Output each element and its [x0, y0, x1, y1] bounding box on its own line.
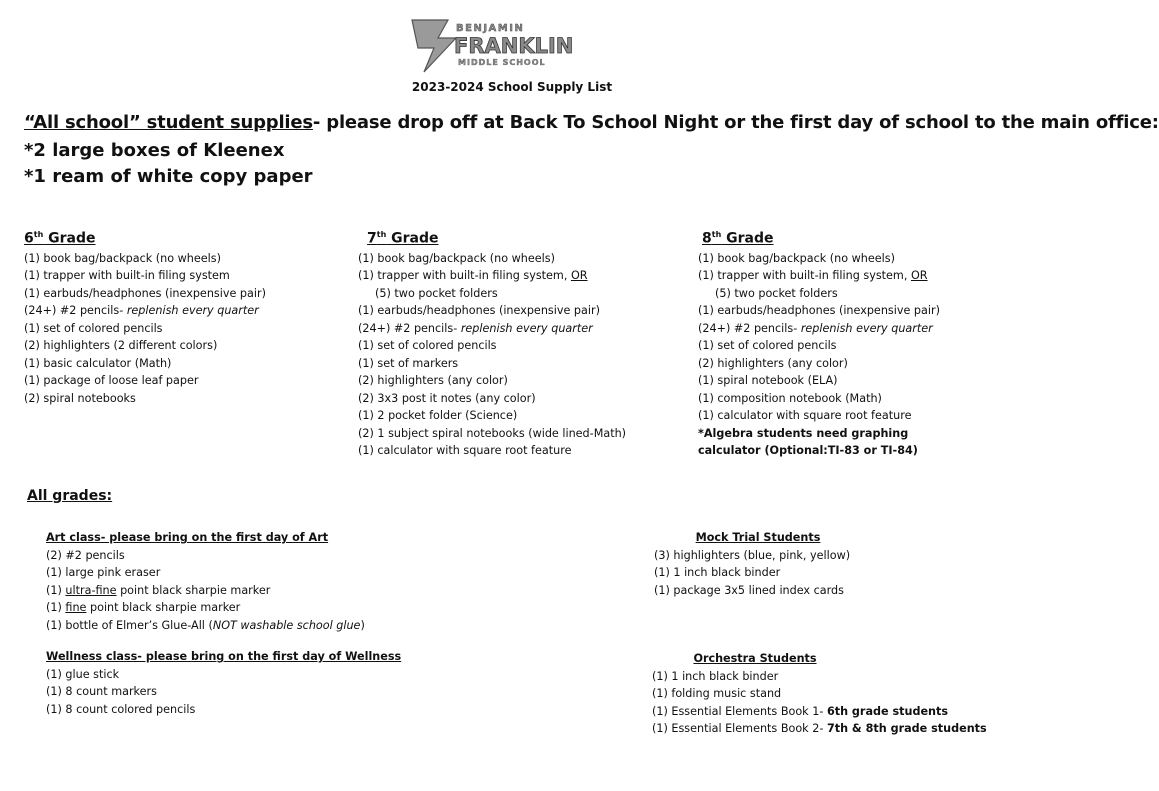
list-item [24, 302, 266, 320]
grade-8-column [698, 226, 940, 460]
page-title: 2023-2024 School Supply List [411, 80, 613, 94]
list-item: (1) composition notebook (Math) [698, 391, 882, 405]
list-item: (2) 3x3 post it notes (any color) [358, 391, 536, 405]
orchestra-section [652, 650, 987, 738]
list-item: (3) highlighters (blue, pink, yellow) [654, 548, 851, 562]
grade-6-heading-text: Grade [43, 230, 96, 247]
list-item: (2) #2 pencils [46, 548, 125, 562]
list-item-text: (24+) #2 pencils- [358, 321, 458, 335]
list-item: (1) earbuds/headphones (inexpensive pair) [698, 304, 940, 318]
list-item-text: (1) trapper with built-in filing system, [358, 269, 571, 283]
list-item-text: (1) [46, 583, 66, 597]
list-item-emphasis: 7th & 8th grade students [826, 722, 987, 735]
grade-7-column [358, 226, 626, 460]
list-item [698, 267, 940, 285]
list-item: (5) two pocket folders [375, 286, 498, 300]
list-item-text: ) [360, 618, 365, 632]
grade-7-heading-suffix: th [376, 230, 387, 239]
all-school-heading-instruction: - please drop off at Back To School Night or the first day of school to the main office: [312, 112, 1159, 133]
list-item: (1) calculator with square root feature [698, 409, 912, 423]
list-item: (2) 1 subject spiral notebooks (wide lined-Math) [358, 426, 627, 440]
list-item: (1) book bag/backpack (no wheels) [698, 251, 895, 265]
list-item-emphasis: fine [65, 601, 87, 614]
list-item: (1) earbuds/headphones (inexpensive pair) [24, 286, 266, 300]
list-item: (1) set of colored pencils [358, 339, 497, 353]
list-item: (1) set of colored pencils [24, 321, 163, 335]
svg-text:BENJAMIN: BENJAMIN [456, 23, 525, 34]
list-item: (1) package 3x5 lined index cards [654, 583, 844, 597]
list-item [652, 720, 987, 738]
list-item: (1) book bag/backpack (no wheels) [358, 251, 555, 265]
list-item [358, 320, 626, 338]
or-label: OR [910, 269, 928, 283]
list-item: (1) 2 pocket folder (Science) [358, 409, 518, 423]
list-item: (1) trapper with built-in filing system [24, 269, 230, 283]
all-school-item: *2 large boxes of Kleenex [24, 140, 285, 161]
list-item-emphasis: 6th grade students [826, 704, 949, 718]
list-item: (2) spiral notebooks [24, 391, 136, 405]
list-item: (2) highlighters (any color) [358, 374, 508, 388]
grade-8-heading [698, 226, 940, 248]
mock-trial-heading: Mock Trial Students [695, 531, 821, 544]
list-item: (1) large pink eraser [46, 566, 161, 579]
list-item: (1) book bag/backpack (no wheels) [24, 251, 221, 265]
list-item [358, 267, 626, 285]
wellness-class-section [46, 648, 401, 718]
list-item: (1) 1 inch black binder [654, 566, 781, 579]
list-item [698, 320, 940, 338]
lightning-bolt-logo-icon [408, 18, 574, 74]
list-item-emphasis: ultra-fine [65, 583, 117, 597]
list-item-text: (1) [46, 601, 66, 614]
list-item: (1) 8 count markers [46, 685, 157, 698]
grade-7-heading-number: 7 [367, 230, 377, 247]
grade-6-heading [24, 226, 266, 248]
list-item: (1) glue stick [46, 667, 120, 681]
list-item-text: (24+) #2 pencils- [698, 321, 798, 335]
list-item: (1) spiral notebook (ELA) [698, 374, 838, 388]
art-class-section [46, 529, 365, 634]
replenish-note: replenish every quarter [123, 304, 259, 318]
list-item-text: (1) Essential Elements Book 2- [652, 722, 827, 735]
list-item: (2) highlighters (2 different colors) [24, 339, 218, 353]
algebra-note: calculator (Optional:TI-83 or TI-84) [698, 444, 918, 458]
replenish-note: replenish every quarter [457, 321, 593, 335]
school-logo [408, 18, 574, 74]
list-item: (2) highlighters (any color) [698, 356, 848, 370]
grade-6-column [24, 226, 266, 407]
all-grades-heading: All grades: [27, 488, 113, 504]
list-item: (1) 1 inch black binder [652, 669, 779, 683]
list-item [46, 582, 365, 600]
list-item [46, 599, 365, 617]
grade-8-heading-suffix: th [711, 230, 722, 239]
list-item: (1) earbuds/headphones (inexpensive pair) [358, 304, 600, 318]
list-item: (5) two pocket folders [715, 286, 838, 300]
list-item-text: point black sharpie marker [86, 601, 241, 614]
algebra-note: *Algebra students need graphing [698, 426, 909, 440]
wellness-class-heading: Wellness class- please bring on the first day of Wellness [46, 650, 402, 663]
grade-6-heading-suffix: th [33, 230, 44, 239]
svg-text:FRANKLIN: FRANKLIN [454, 34, 574, 58]
grade-8-heading-number: 8 [702, 230, 712, 247]
art-class-heading: Art class- please bring on the first day of Art [46, 531, 329, 544]
list-item-text: (1) trapper with built-in filing system, [698, 269, 911, 283]
grade-6-heading-number: 6 [24, 230, 34, 247]
list-item-text: (1) bottle of Elmer’s Glue-All ( [46, 618, 213, 632]
list-item-text: point black sharpie marker [116, 583, 271, 597]
list-item [652, 703, 987, 721]
list-item: (1) folding music stand [652, 687, 782, 700]
list-item [46, 617, 365, 635]
list-item: (1) 8 count colored pencils [46, 702, 196, 716]
or-label: OR [570, 269, 588, 283]
all-school-heading-label: “All school” student supplies [24, 112, 313, 133]
list-item: (1) set of colored pencils [698, 339, 837, 353]
grade-7-heading-text: Grade [386, 230, 439, 247]
svg-text:MIDDLE SCHOOL: MIDDLE SCHOOL [458, 58, 546, 67]
list-item-text: (1) Essential Elements Book 1- [652, 704, 827, 718]
list-item: (1) set of markers [358, 356, 459, 370]
all-school-item: *1 ream of white copy paper [24, 166, 313, 187]
list-item: (1) package of loose leaf paper [24, 374, 199, 388]
grade-7-heading [358, 226, 626, 248]
list-item: (1) basic calculator (Math) [24, 356, 172, 370]
replenish-note: replenish every quarter [797, 321, 933, 335]
mock-trial-section [654, 529, 862, 599]
list-item: (1) calculator with square root feature [358, 444, 572, 458]
grade-8-heading-text: Grade [721, 230, 774, 247]
orchestra-heading: Orchestra Students [693, 652, 817, 665]
list-item-emphasis: NOT washable school glue [212, 618, 361, 632]
all-school-heading [24, 112, 1159, 133]
list-item-text: (24+) #2 pencils- [24, 304, 124, 318]
